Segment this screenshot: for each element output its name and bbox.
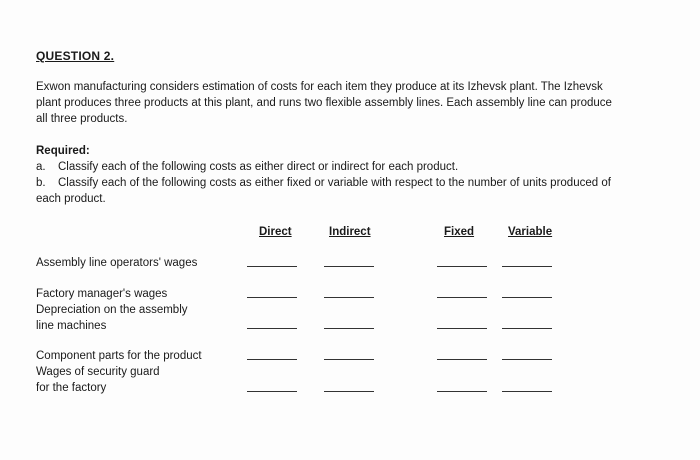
answer-blank-direct[interactable]: [247, 266, 297, 267]
required-heading: Required:: [36, 145, 90, 157]
answer-blank-direct[interactable]: [247, 297, 297, 298]
answer-blank-indirect[interactable]: [324, 266, 374, 267]
answer-blank-fixed[interactable]: [437, 297, 487, 298]
answer-blank-variable[interactable]: [502, 266, 552, 267]
answer-blank-variable[interactable]: [502, 359, 552, 360]
column-header-fixed: Fixed: [444, 226, 475, 238]
cost-label: Depreciation on the assembly: [36, 304, 188, 316]
answer-blank-variable[interactable]: [502, 297, 552, 298]
answer-blank-indirect[interactable]: [324, 297, 374, 298]
intro-line: Exwon manufacturing considers estimation of costs for each item they produce at its Izhevsk plant. The Izhevsk: [36, 81, 603, 93]
item-text: Classify each of the following costs as either direct or indirect for each product.: [58, 161, 459, 173]
answer-blank-direct[interactable]: [247, 328, 297, 329]
answer-blank-direct[interactable]: [247, 391, 297, 392]
cost-label: Assembly line operators' wages: [36, 257, 198, 269]
answer-blank-fixed[interactable]: [437, 391, 487, 392]
cost-label: Factory manager's wages: [36, 288, 168, 300]
column-header-indirect: Indirect: [329, 226, 371, 238]
cost-label: line machines: [36, 320, 107, 332]
cost-label: Wages of security guard: [36, 366, 160, 378]
answer-blank-fixed[interactable]: [437, 266, 487, 267]
answer-blank-indirect[interactable]: [324, 328, 374, 329]
column-header-direct: Direct: [259, 226, 292, 238]
question-intro: [36, 79, 646, 127]
answer-blank-variable[interactable]: [502, 391, 552, 392]
answer-blank-fixed[interactable]: [437, 359, 487, 360]
intro-line: all three products.: [36, 113, 128, 125]
item-text: Classify each of the following costs as either fixed or variable with respect to the number of units produced of: [58, 177, 611, 189]
answer-blank-variable[interactable]: [502, 328, 552, 329]
required-list: [36, 159, 656, 207]
cost-label: Component parts for the product: [36, 350, 202, 362]
item-text-continued: each product.: [36, 193, 106, 205]
required-item-b: [36, 175, 656, 191]
answer-blank-indirect[interactable]: [324, 359, 374, 360]
answer-blank-fixed[interactable]: [437, 328, 487, 329]
required-item-a: [36, 159, 656, 175]
cost-label: for the factory: [36, 382, 107, 394]
item-marker: b.: [36, 177, 46, 189]
item-marker: a.: [36, 161, 46, 173]
intro-line: plant produces three products at this plant, and runs two flexible assembly lines. Each assembly line can produce: [36, 97, 612, 109]
answer-blank-indirect[interactable]: [324, 391, 374, 392]
answer-blank-direct[interactable]: [247, 359, 297, 360]
question-title: QUESTION 2.: [36, 49, 115, 63]
column-header-variable: Variable: [508, 226, 553, 238]
